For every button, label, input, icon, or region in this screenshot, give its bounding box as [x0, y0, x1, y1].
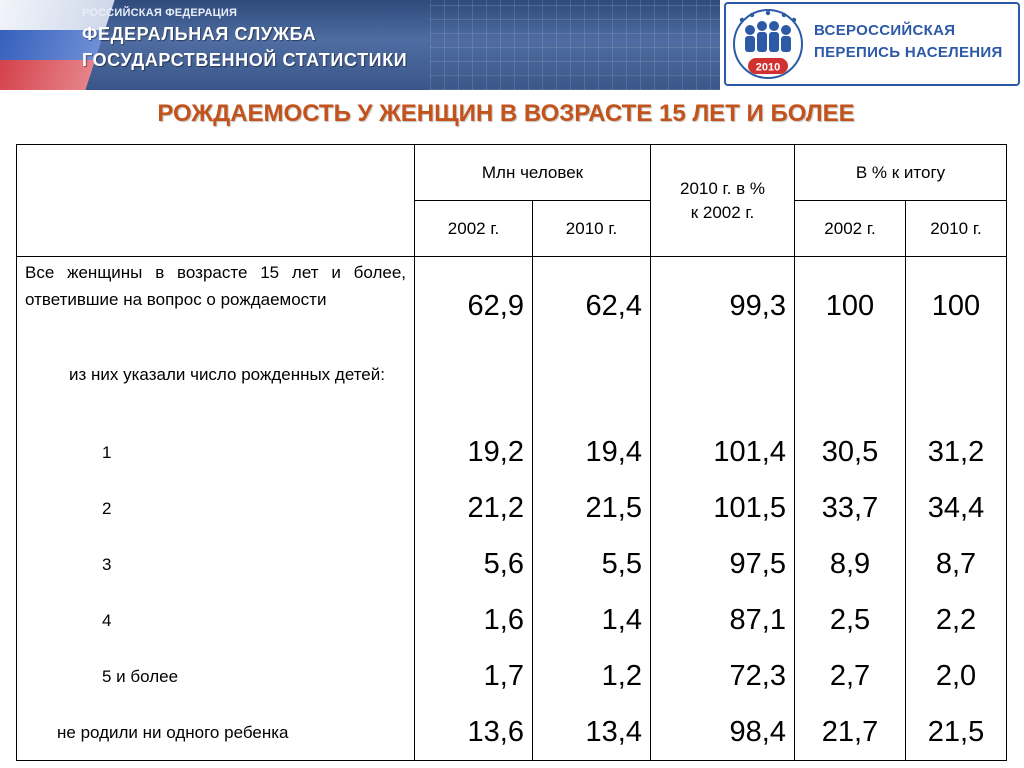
cell-2-mln-2002: 21,2: [415, 481, 533, 537]
cell-none-pct-2010: 21,5: [906, 705, 1007, 761]
header-mln: Млн человек: [415, 145, 651, 201]
cell-main-pct-2002: 100: [795, 257, 906, 357]
census-logo-block: [720, 0, 1024, 90]
cell-none-mln-2010: 13,4: [533, 705, 651, 761]
cell-2-ratio: 101,5: [651, 481, 795, 537]
cell-4-mln-2010: 1,4: [533, 593, 651, 649]
cell-main-mln-2010: 62,4: [533, 257, 651, 357]
table-row: [17, 537, 1007, 593]
cell-3-ratio: 97,5: [651, 537, 795, 593]
header-pct-2002: 2002 г.: [795, 201, 906, 257]
cell-none-ratio: 98,4: [651, 705, 795, 761]
census-title-line2: ПЕРЕПИСЬ НАСЕЛЕНИЯ: [814, 44, 1003, 61]
cell-2-pct-2002: 33,7: [795, 481, 906, 537]
cell-3-pct-2002: 8,9: [795, 537, 906, 593]
row-label-none: не родили ни одного ребенка: [17, 705, 415, 761]
cell-1-pct-2002: 30,5: [795, 425, 906, 481]
header-ratio: [651, 145, 795, 257]
cell-3-mln-2010: 5,5: [533, 537, 651, 593]
header-banner: [0, 0, 720, 90]
banner-decoration: [430, 0, 720, 90]
row-label-1: 1: [17, 425, 415, 481]
census-title-line1: ВСЕРОССИЙСКАЯ: [814, 22, 956, 39]
cell-4-pct-2010: 2,2: [906, 593, 1007, 649]
cell-4-mln-2002: 1,6: [415, 593, 533, 649]
cell-1-mln-2002: 19,2: [415, 425, 533, 481]
cell-main-ratio: 99,3: [651, 257, 795, 357]
table-row-sublabel: [17, 357, 1007, 425]
header-mln-2010: 2010 г.: [533, 201, 651, 257]
cell-2-mln-2010: 21,5: [533, 481, 651, 537]
row-label-sub: из них указали число рожденных детей:: [17, 357, 415, 425]
row-label-5: 5 и более: [17, 649, 415, 705]
row-label-2: 2: [17, 481, 415, 537]
row-label-3: 3: [17, 537, 415, 593]
cell-5-mln-2010: 1,2: [533, 649, 651, 705]
fertility-table: [16, 144, 1007, 761]
cell-main-mln-2002: 62,9: [415, 257, 533, 357]
cell-5-pct-2010: 2,0: [906, 649, 1007, 705]
header-mln-2002: 2002 г.: [415, 201, 533, 257]
cell-1-mln-2010: 19,4: [533, 425, 651, 481]
banner-country: РОССИЙСКАЯ ФЕДЕРАЦИЯ: [82, 7, 238, 19]
table-row-main: [17, 257, 1007, 357]
header-pct: В % к итогу: [795, 145, 1007, 201]
cell-none-mln-2002: 13,6: [415, 705, 533, 761]
header-row-1: [17, 145, 1007, 201]
table-row: [17, 481, 1007, 537]
header-ratio-line2: к 2002 г.: [690, 202, 755, 222]
cell-3-mln-2002: 5,6: [415, 537, 533, 593]
cell-5-mln-2002: 1,7: [415, 649, 533, 705]
census-people-icon: [730, 6, 806, 84]
table-row: [17, 593, 1007, 649]
row-label-4: 4: [17, 593, 415, 649]
header-blank-cell: [17, 145, 415, 257]
cell-5-pct-2002: 2,7: [795, 649, 906, 705]
row-label-main: Все женщины в возрасте 15 лет и более, ответившие на вопрос о рождаемости: [17, 257, 415, 357]
banner-agency-line2: ГОСУДАРСТВЕННОЙ СТАТИСТИКИ: [82, 50, 408, 70]
banner-agency-line1: ФЕДЕРАЛЬНАЯ СЛУЖБА: [82, 24, 317, 44]
header-ratio-line1: 2010 г. в %: [680, 178, 765, 198]
cell-1-pct-2010: 31,2: [906, 425, 1007, 481]
cell-4-pct-2002: 2,5: [795, 593, 906, 649]
cell-none-pct-2002: 21,7: [795, 705, 906, 761]
cell-3-pct-2010: 8,7: [906, 537, 1007, 593]
cell-4-ratio: 87,1: [651, 593, 795, 649]
page-title: РОЖДАЕМОСТЬ У ЖЕНЩИН В ВОЗРАСТЕ 15 ЛЕТ И БОЛЕЕ: [157, 100, 855, 127]
cell-5-ratio: 72,3: [651, 649, 795, 705]
census-year: 2010: [755, 61, 781, 74]
table-row-last: [17, 705, 1007, 761]
table-row: [17, 425, 1007, 481]
cell-2-pct-2010: 34,4: [906, 481, 1007, 537]
table-row: [17, 649, 1007, 705]
header-pct-2010: 2010 г.: [906, 201, 1007, 257]
cell-main-pct-2010: 100: [906, 257, 1007, 357]
cell-1-ratio: 101,4: [651, 425, 795, 481]
